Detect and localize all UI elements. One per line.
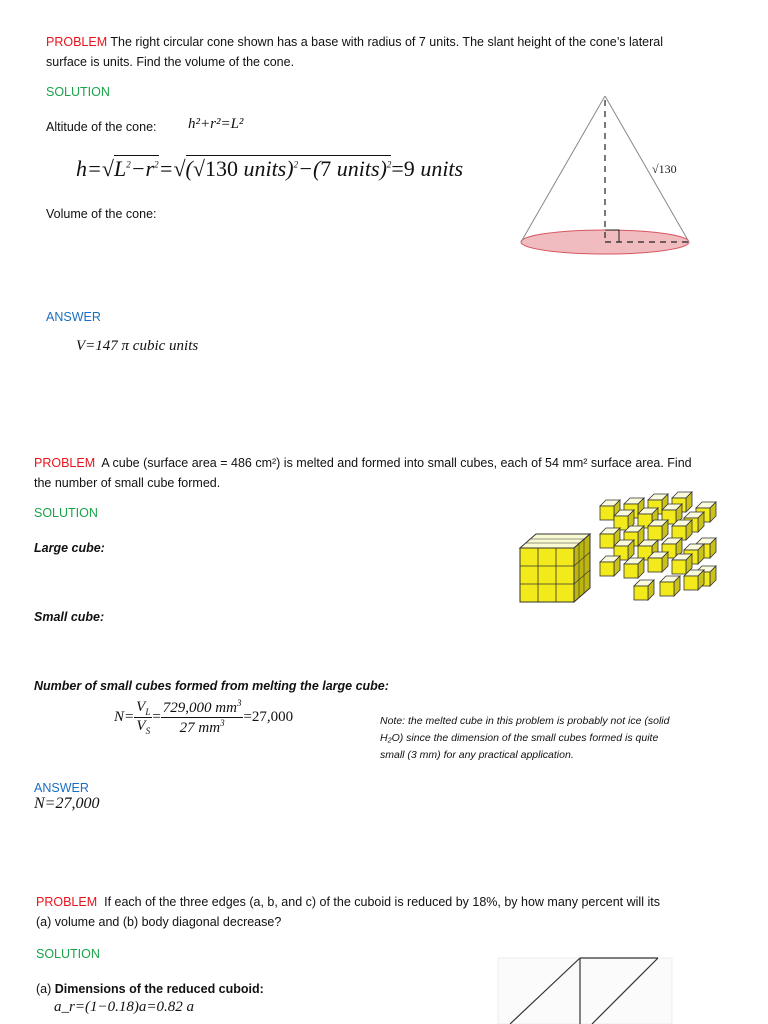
note-line: small (3 mm) for any practical application. <box>380 749 574 761</box>
eq-units: units <box>336 156 380 181</box>
problem-label: PROBLEM <box>34 456 96 470</box>
eq-exp: 3 <box>220 718 225 728</box>
problem-text: (a) volume and (b) body diagonal decrease? <box>36 915 282 929</box>
eq-units: units <box>243 156 287 181</box>
eq-result: =27,000 <box>243 708 294 725</box>
eq-exp: 2 <box>386 159 392 170</box>
solution-label: SOLUTION <box>34 506 98 520</box>
number-label: Number of small cubes formed from melting the large cube: <box>34 679 389 693</box>
answer-label: ANSWER <box>46 310 101 324</box>
altitude-equation: h²+r²=L² <box>188 116 244 132</box>
problem-1-statement <box>46 32 726 72</box>
problem-text: If each of the three edges (a, b, and c) of the cuboid is reduced by 18%, by how many percent will its <box>104 895 660 909</box>
problem-label: PROBLEM <box>46 35 108 49</box>
eq-den: 27 mm <box>179 720 221 736</box>
eq-L: L <box>113 156 127 181</box>
problem-2-statement <box>34 453 734 493</box>
eq-result: =9 <box>391 156 415 181</box>
problem-3-statement <box>36 892 736 932</box>
slant-label: √130 <box>652 162 677 176</box>
eq-fraction <box>134 699 152 736</box>
eq-minus: − <box>298 156 313 181</box>
cubes-figure <box>514 490 724 610</box>
part-a-heading <box>36 979 264 999</box>
eq-sub: L <box>145 707 151 717</box>
problem-text: The right circular cone shown has a base with radius of 7 units. The slant height of the cone’s lateral <box>110 35 664 49</box>
part-a-prefix: (a) <box>36 982 52 996</box>
eq-sign: = <box>158 156 174 181</box>
eq-exp: 3 <box>236 698 242 708</box>
eq-sign: = <box>87 156 102 181</box>
eq-v: V <box>136 718 146 734</box>
eq-num: 729,000 mm <box>162 700 237 716</box>
note-line: Note: the melted cube in this problem is probably not ice (solid <box>380 715 670 727</box>
cuboid-figure <box>496 956 676 1024</box>
answer-value: N=27,000 <box>34 795 100 812</box>
eq-exp: 2 <box>126 159 131 170</box>
altitude-solution-equation: $h=√L^2-r^2=√(√130$ units)$^2$−(7 units)$^2$=9 units <box>76 156 464 181</box>
cone-side-left <box>521 96 605 242</box>
large-cube-icon <box>520 534 590 602</box>
eq-fraction <box>161 698 244 737</box>
eq-h: h <box>76 156 87 181</box>
problem-text: the number of small cube formed. <box>34 476 221 490</box>
volume-label: Volume of the cone: <box>46 207 157 221</box>
eq-N: N= <box>114 708 135 725</box>
number-equation: N= $\frac{V_L}{V_S}$ = $\frac{729,000 mm^3}{27 mm^3}$ =27,000 <box>114 698 294 736</box>
answer-label: ANSWER <box>34 781 89 795</box>
eq-exp: 2 <box>293 159 299 170</box>
eq-root: 130 <box>204 156 238 181</box>
small-cube-label: Small cube: <box>34 610 105 624</box>
altitude-label: Altitude of the cone: <box>46 120 157 134</box>
problem-label: PROBLEM <box>36 895 98 909</box>
eq-seven: 7 <box>320 156 332 181</box>
problem-text: surface is units. Find the volume of the cone. <box>46 55 295 69</box>
ar-equation: a_r=(1−0.18)a=0.82 a <box>54 999 194 1015</box>
eq-exp: 2 <box>154 159 159 170</box>
eq-units: units <box>420 156 464 181</box>
note <box>380 713 710 764</box>
small-cubes-icon <box>600 492 716 600</box>
problem-text: A cube (surface area = 486 cm²) is melted and formed into small cubes, each of 54 mm² surface area. Find <box>101 456 692 470</box>
answer-value: V=147 π cubic units <box>76 338 199 354</box>
eq-minus: − <box>130 156 146 181</box>
solution-label: SOLUTION <box>36 947 100 961</box>
solution-label: SOLUTION <box>46 85 110 99</box>
note-line: H₂O) since the dimension of the small cubes formed is quite <box>380 732 659 744</box>
large-cube-label: Large cube: <box>34 541 105 555</box>
cone-figure <box>512 88 702 258</box>
eq-r: r <box>145 156 155 181</box>
part-a-title: Dimensions of the reduced cuboid: <box>54 982 264 996</box>
eq-sub: S <box>145 726 151 736</box>
eq-v: V <box>136 699 146 715</box>
